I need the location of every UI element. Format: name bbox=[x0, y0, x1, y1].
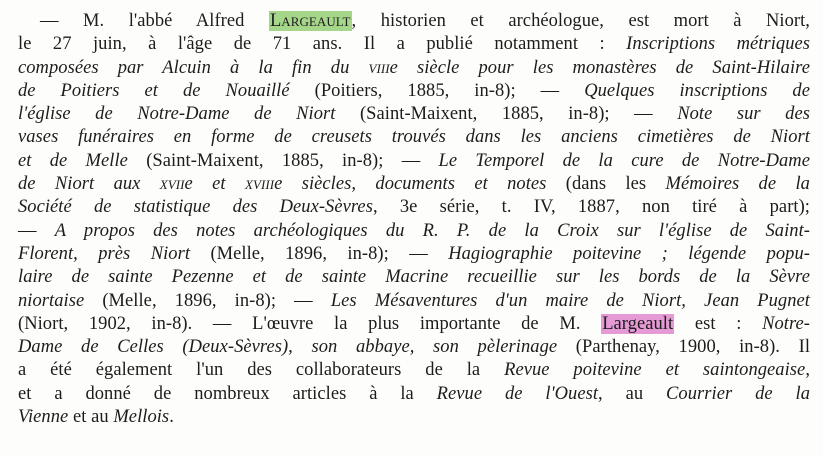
italic-title-run: et de Melle bbox=[18, 150, 128, 171]
italic-title-run: Société de statistique des Deux-Sèvres bbox=[18, 197, 373, 218]
text-line bbox=[18, 359, 810, 382]
italic-title-run: e bbox=[274, 174, 283, 195]
italic-title-run: e bbox=[389, 57, 398, 78]
italic-title-run: siècle pour les monastères de Saint-Hilaire bbox=[397, 57, 810, 78]
text-run: (Saint-Maixent, 1885, in-8); — bbox=[335, 104, 678, 125]
italic-title-run: composées par Alcuin à la fin du bbox=[18, 57, 369, 78]
italic-title-run: Inscriptions métriques bbox=[626, 34, 811, 55]
text-run: (Saint-Maixent, 1885, in-8); — bbox=[127, 150, 439, 171]
italic-title-run: Note sur des bbox=[677, 104, 810, 125]
italic-title-run: Dame de Celles (Deux-Sèvres), son abbaye, son pèlerinage bbox=[18, 337, 558, 358]
text-line bbox=[18, 173, 810, 196]
italic-title-run: siècles, documents et notes bbox=[282, 174, 547, 195]
italic-title-run: Mellois bbox=[113, 407, 170, 428]
text-line bbox=[18, 33, 810, 56]
text-line bbox=[18, 126, 810, 149]
italic-title-run: Revue de l'Ouest bbox=[436, 383, 599, 404]
text-line bbox=[18, 290, 810, 313]
text-line bbox=[18, 266, 810, 289]
text-run: (Melle, 1896, in-8); — bbox=[84, 290, 331, 311]
italic-title-run: de Poitiers et de Nouaillé bbox=[18, 80, 290, 101]
text-line bbox=[18, 336, 810, 359]
italic-title-run: Hagiographie poitevine ; légende popu- bbox=[448, 243, 810, 264]
highlighted-name: Largeault bbox=[602, 313, 674, 334]
text-line bbox=[18, 313, 810, 336]
italic-title-run: Le Temporel de la cure de Notre-Dame bbox=[438, 150, 810, 171]
text-line bbox=[18, 406, 810, 429]
text-line bbox=[18, 196, 810, 219]
small-caps-run: viii bbox=[368, 57, 390, 78]
italic-title-run: l'église de Notre-Dame de Niort bbox=[18, 104, 336, 125]
text-line bbox=[18, 10, 810, 33]
italic-title-run: niortaise bbox=[18, 290, 85, 311]
text-run: (Poitiers, 1885, in-8); — bbox=[289, 80, 585, 101]
italic-title-run: Florent, près Niort bbox=[18, 243, 191, 264]
text-line bbox=[18, 383, 810, 406]
text-run: , au bbox=[598, 383, 667, 404]
text-run: a été également l'un des collaborateurs de la bbox=[18, 360, 505, 381]
text-run: . bbox=[169, 407, 174, 428]
text-run: , 3e série, t. IV, 1887, non tiré à part); bbox=[372, 197, 810, 218]
highlighted-name: Largeault bbox=[269, 11, 351, 31]
text-run: — M. l'abbé Alfred bbox=[40, 11, 269, 31]
text-run: (Parthenay, 1900, in-8). Il bbox=[557, 337, 811, 358]
obituary-paragraph bbox=[18, 10, 810, 429]
italic-title-run: A propos des notes archéologiques du R. P. de la Croix sur l'église de Saint- bbox=[54, 220, 810, 241]
text-line bbox=[18, 80, 810, 103]
italic-title-run: vases funéraires en forme de creusets trouvés dans les anciens cimetières de Niort bbox=[18, 127, 810, 148]
italic-title-run: Notre- bbox=[762, 313, 810, 334]
text-run: (dans les bbox=[546, 174, 666, 195]
text-run: et a donné de nombreux articles à la bbox=[18, 383, 437, 404]
italic-title-run: Les Mésaventures d'un maire de Niort, Jean Pugnet bbox=[330, 290, 810, 311]
italic-title-run: et bbox=[192, 174, 245, 195]
italic-title-run: de Niort aux bbox=[18, 174, 160, 195]
text-line bbox=[18, 150, 810, 173]
text-run: , historien et archéologue, est mort à Niort, bbox=[351, 11, 810, 31]
italic-title-run: Revue poitevine et saintongeaise bbox=[504, 360, 806, 381]
text-run: et au bbox=[68, 407, 114, 428]
small-caps-run: xviii bbox=[244, 174, 275, 195]
text-line bbox=[18, 57, 810, 80]
text-run: (Niort, 1902, in-8). — L'œuvre la plus importante de M. bbox=[18, 313, 602, 334]
italic-title-run: Quelques inscriptions de bbox=[584, 80, 810, 101]
text-run: le 27 juin, à l'âge de 71 ans. Il a publié notamment : bbox=[18, 34, 627, 55]
italic-title-run: Vienne bbox=[18, 407, 69, 428]
italic-title-run: e bbox=[184, 174, 193, 195]
text-line bbox=[18, 243, 810, 266]
text-line bbox=[18, 103, 810, 126]
text-run: est : bbox=[674, 313, 763, 334]
text-run: (Melle, 1896, in-8); — bbox=[190, 243, 449, 264]
small-caps-run: xvii bbox=[159, 174, 185, 195]
text-run: , bbox=[805, 360, 810, 381]
text-run: — bbox=[18, 220, 55, 241]
text-line bbox=[18, 220, 810, 243]
italic-title-run: Courrier de la bbox=[666, 383, 811, 404]
italic-title-run: laire de sainte Pezenne et de sainte Macrine recueillie sur les bords de la Sèvre bbox=[18, 267, 810, 288]
italic-title-run: Mémoires de la bbox=[665, 174, 810, 195]
